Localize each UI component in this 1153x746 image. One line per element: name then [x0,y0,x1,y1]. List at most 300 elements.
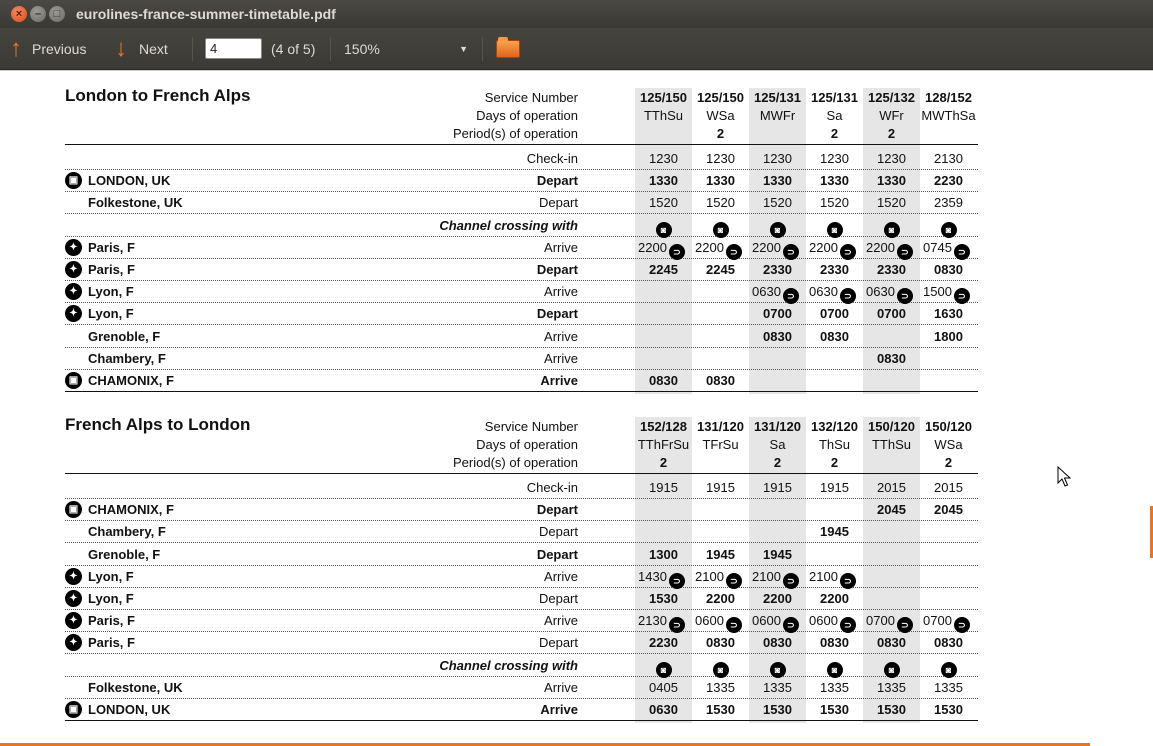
time-cell [806,306,863,321]
time-cell [692,635,749,650]
folder-icon [496,40,520,58]
document-viewer[interactable] [0,70,1153,746]
time-value: 1520 [763,195,792,211]
time-value: 0830 [877,635,906,651]
table-row [65,215,978,237]
stop-name: CHAMONIX, F [88,373,174,388]
stop-name: Lyon, F [88,591,134,606]
time-value: 0830 [820,635,849,651]
train-icon: ◙ [827,662,843,678]
time-value: 2330 [820,262,849,277]
time-value: 1230 [877,151,906,166]
connection-icon: ⊃ [783,573,799,589]
time-cell [806,329,863,344]
days-of-operation: TThSu [643,108,683,123]
time-value: 1430 [638,568,667,584]
time-cell [635,373,692,388]
connection-icon: ⊃ [669,573,685,589]
channel-crossing-cell [806,218,863,238]
time-cell [749,284,806,304]
table-row [65,148,978,170]
service-number: 128/152 [925,90,972,105]
bus-icon: ▣ [65,172,82,189]
time-value: 1630 [934,306,963,322]
row-type-label: Depart [536,546,578,562]
table-row [65,477,978,499]
time-value: 1330 [763,173,792,189]
days-of-operation: MWFr [759,108,796,123]
channel-crossing-cell [635,218,692,238]
time-cell [920,151,977,166]
days-of-operation: Sa [826,108,843,123]
window-close-button[interactable]: × [11,6,27,22]
time-value: 0700 [923,613,952,629]
period-of-operation: 2 [887,126,896,141]
toolbar-separator [330,37,331,61]
next-label: Next [139,41,168,57]
time-cell [920,613,977,633]
stop-name: Paris, F [88,613,135,629]
time-cell [635,613,692,633]
time-value: 2200 [763,591,792,606]
time-cell [806,262,863,277]
time-cell [806,524,863,539]
time-value: 1230 [706,151,735,166]
time-value: 1520 [649,195,678,211]
table-row [65,566,978,588]
service-number: 150/120 [925,419,972,434]
mouse-pointer-icon [1057,466,1071,488]
connection-icon: ⊃ [840,288,856,304]
time-value: 1230 [820,151,849,166]
time-cell [806,635,863,650]
time-value: 2230 [649,635,678,651]
time-cell [749,306,806,321]
service-number: 125/131 [811,90,858,105]
time-cell [749,480,806,495]
channel-crossing-cell [692,218,749,238]
row-type-label: Depart [538,524,578,540]
time-value: 1945 [820,524,849,540]
time-value: 1530 [649,591,678,606]
table-row [65,588,978,610]
time-value: 0630 [649,702,678,717]
days-of-operation: ThSu [818,437,851,452]
coach-station-icon: ✦ [65,590,82,607]
bus-icon: ▣ [65,501,82,518]
time-value: 0830 [706,373,735,388]
connection-icon: ⊃ [897,244,913,260]
time-value: 1335 [763,679,792,695]
time-value: 2100 [752,568,781,584]
time-cell [692,151,749,166]
coach-station-icon: ✦ [65,634,82,651]
time-value: 1530 [877,702,906,717]
coach-station-icon: ✦ [65,261,82,278]
time-cell [692,373,749,388]
time-value: 1330 [820,173,849,189]
time-cell [635,635,692,650]
train-icon: ◙ [884,222,900,238]
table-row [65,192,978,214]
time-cell [749,173,806,188]
service-number: 125/131 [754,90,801,105]
time-value: 1520 [820,195,849,211]
time-value: 1230 [763,151,792,166]
time-value: 1230 [649,151,678,166]
stop-name: Lyon, F [88,568,134,584]
time-value: 1800 [934,328,963,344]
time-cell [692,680,749,695]
time-cell [863,680,920,695]
stop-name: Lyon, F [88,284,134,300]
connection-icon: ⊃ [954,244,970,260]
service-number: 132/120 [811,419,858,434]
time-value: 0700 [763,306,792,322]
train-icon: ◙ [656,662,672,678]
next-page-button[interactable] [115,28,168,70]
time-cell [749,240,806,260]
time-value: 0700 [820,306,849,322]
time-value: 2245 [706,262,735,277]
time-cell [749,195,806,210]
bus-icon: ▣ [65,372,82,389]
train-icon: ◙ [770,222,786,238]
time-value: 2130 [638,613,667,629]
coach-station-icon: ✦ [65,568,82,585]
page-count: (4 of 5) [271,41,316,57]
time-value: 1945 [763,546,792,562]
row-type-label: Arrive [544,328,578,344]
time-cell [749,702,806,717]
time-cell [749,635,806,650]
table-row [65,259,978,281]
time-value: 1530 [934,702,963,717]
train-icon: ◙ [884,662,900,678]
table-row [65,499,978,521]
time-cell [863,173,920,188]
time-value: 2100 [809,568,838,584]
time-value: 1335 [820,679,849,695]
table-row [65,281,978,303]
period-of-operation: 2 [773,455,782,470]
time-value: 2230 [934,173,963,189]
time-value: 1335 [877,679,906,695]
train-icon: ◙ [713,222,729,238]
row-type-label: Depart [538,591,578,606]
time-value: 1520 [706,195,735,211]
connection-icon: ⊃ [726,617,742,633]
open-folder-button[interactable] [496,28,522,70]
zoom-select[interactable] [344,28,468,70]
connection-icon: ⊃ [726,244,742,260]
time-cell [920,284,977,304]
connection-icon: ⊃ [954,617,970,633]
stop-name: Paris, F [88,635,135,651]
time-cell [635,591,692,606]
time-value: 0600 [695,613,724,629]
time-cell [806,591,863,606]
time-cell [692,547,749,562]
connection-icon: ⊃ [897,288,913,304]
time-value: 0830 [649,373,678,388]
row-type-label: Arrive [540,373,578,388]
row-type-label: Depart [536,173,578,189]
toolbar-separator [192,37,193,61]
time-cell [863,613,920,633]
page-edge [0,70,1153,71]
table-row [65,677,978,699]
toolbar-separator [482,37,483,61]
channel-crossing-cell [692,658,749,678]
stop-name: LONDON, UK [88,173,171,189]
connection-icon: ⊃ [897,617,913,633]
time-value: 0700 [877,306,906,322]
time-value: 1300 [649,546,678,562]
time-cell [806,240,863,260]
time-cell [635,680,692,695]
days-of-operation: TThFrSu [637,437,690,452]
connection-icon: ⊃ [669,617,685,633]
time-value: 0405 [649,679,678,695]
train-icon: ◙ [941,222,957,238]
table-row [65,170,978,192]
time-cell [635,195,692,210]
time-value: 2200 [866,239,895,255]
previous-label: Previous [32,41,87,57]
timetable-alps-to-london [65,415,978,725]
service-number: 131/120 [697,419,744,434]
train-icon: ◙ [827,222,843,238]
service-number: 125/132 [868,90,915,105]
window-minimize-button[interactable]: – [30,6,46,22]
time-value: 1335 [706,679,735,695]
time-value: 1915 [706,480,735,495]
days-of-operation: WSa [934,437,963,452]
header-divider [65,144,978,145]
time-value: 2245 [649,262,678,277]
days-of-operation: TThSu [871,437,911,452]
caret-down-icon: ▼ [459,44,468,54]
time-cell [692,591,749,606]
row-type-label: Arrive [544,568,578,584]
row-type-label: Depart [536,502,578,518]
toolbar [0,28,1153,70]
time-value: 0830 [877,350,906,366]
table-row [65,326,978,348]
time-cell [692,240,749,260]
window-titlebar [0,0,1153,28]
time-cell [920,240,977,260]
time-cell [692,262,749,277]
time-cell [692,195,749,210]
time-cell [920,480,977,495]
channel-crossing-cell [806,658,863,678]
days-label: Days of operation [476,437,578,452]
period-label: Period(s) of operation [452,126,578,141]
time-cell [863,151,920,166]
service-number: 131/120 [754,419,801,434]
stop-name: Grenoble, F [88,546,161,562]
train-icon: ◙ [713,662,729,678]
time-value: 2330 [877,262,906,277]
service-number-label: Service Number [484,90,578,105]
row-type-label: Check-in [526,480,578,495]
time-value: 1915 [820,480,849,495]
time-cell [749,329,806,344]
time-cell [635,480,692,495]
time-cell [635,702,692,717]
time-value: 1945 [706,546,735,562]
time-cell [806,284,863,304]
time-value: 2045 [877,502,906,518]
time-value: 2200 [752,239,781,255]
time-cell [635,151,692,166]
time-cell [806,151,863,166]
time-value: 1500 [923,284,952,300]
coach-station-icon: ✦ [65,305,82,322]
time-value: 0830 [706,635,735,651]
connection-icon: ⊃ [726,573,742,589]
time-cell [863,480,920,495]
days-of-operation: Sa [769,437,786,452]
channel-crossing-cell [749,218,806,238]
stop-name: Lyon, F [88,306,134,322]
time-value: 0830 [934,262,963,277]
header-divider [65,473,978,474]
time-cell [863,502,920,517]
service-number: 125/150 [697,90,744,105]
connection-icon: ⊃ [669,244,685,260]
page-number-input[interactable] [205,38,262,59]
time-value: 1330 [649,173,678,189]
time-cell [863,635,920,650]
time-cell [749,613,806,633]
time-cell [692,613,749,633]
connection-icon: ⊃ [783,617,799,633]
time-cell [920,680,977,695]
period-of-operation: 2 [659,455,668,470]
channel-crossing-cell [635,658,692,678]
time-cell [863,195,920,210]
time-cell [920,635,977,650]
time-cell [806,195,863,210]
time-value: 2045 [934,502,963,518]
table-row [65,237,978,259]
channel-crossing-cell [863,218,920,238]
connection-icon: ⊃ [840,244,856,260]
stop-name: Chambery, F [88,524,166,540]
row-type-label: Arrive [544,679,578,695]
train-icon: ◙ [941,662,957,678]
time-cell [692,702,749,717]
time-value: 2015 [877,480,906,495]
days-of-operation: WFr [879,108,904,123]
time-cell [692,480,749,495]
time-cell [635,173,692,188]
days-label: Days of operation [476,108,578,123]
time-value: 2200 [695,239,724,255]
table-row [65,521,978,543]
window-maximize-button[interactable]: □ [49,6,65,22]
time-cell [692,173,749,188]
time-value: 2100 [695,568,724,584]
row-type-label: Depart [536,306,578,322]
time-value: 1335 [934,679,963,695]
time-value: 0745 [923,239,952,255]
stop-name: CHAMONIX, F [88,502,174,518]
period-of-operation: 2 [944,455,953,470]
service-number-label: Service Number [484,419,578,434]
row-type-label: Channel crossing with [439,657,578,673]
row-type-label: Arrive [544,239,578,255]
time-cell [920,173,977,188]
service-number: 125/150 [640,90,687,105]
connection-icon: ⊃ [954,288,970,304]
row-type-label: Arrive [544,350,578,366]
time-value: 0830 [934,635,963,651]
time-cell [692,569,749,589]
time-value: 2015 [934,480,963,495]
channel-crossing-cell [920,218,977,238]
row-type-label: Arrive [544,284,578,300]
time-value: 1530 [820,702,849,717]
time-cell [920,329,977,344]
table-row [65,348,978,370]
table-row [65,699,978,721]
table-row [65,655,978,677]
days-of-operation: TFrSu [702,437,739,452]
time-value: 2200 [820,591,849,606]
time-cell [749,262,806,277]
stop-name: Folkestone, UK [88,195,183,211]
time-cell [806,613,863,633]
time-value: 2200 [638,239,667,255]
time-cell [863,240,920,260]
coach-station-icon: ✦ [65,612,82,629]
time-cell [749,680,806,695]
time-cell [920,306,977,321]
days-of-operation: MWThSa [921,108,976,123]
time-value: 1530 [706,702,735,717]
time-value: 0600 [809,613,838,629]
time-value: 0700 [866,613,895,629]
time-cell [863,702,920,717]
time-cell [920,262,977,277]
time-cell [635,569,692,589]
table-row [65,544,978,566]
time-cell [635,240,692,260]
time-cell [863,284,920,304]
window-title: eurolines-france-summer-timetable.pdf [76,6,336,22]
time-cell [863,262,920,277]
time-value: 0630 [809,284,838,300]
stop-name: Folkestone, UK [88,679,183,695]
time-value: 2130 [934,151,963,166]
zoom-value: 150% [344,41,380,57]
table-row [65,610,978,632]
row-type-label: Depart [538,195,578,211]
previous-page-button[interactable] [10,28,86,70]
time-value: 1520 [877,195,906,211]
row-type-label: Check-in [526,151,578,166]
time-value: 2200 [809,239,838,255]
time-cell [749,569,806,589]
time-value: 0630 [752,284,781,300]
period-of-operation: 2 [830,455,839,470]
time-cell [920,195,977,210]
row-type-label: Channel crossing with [439,217,578,233]
